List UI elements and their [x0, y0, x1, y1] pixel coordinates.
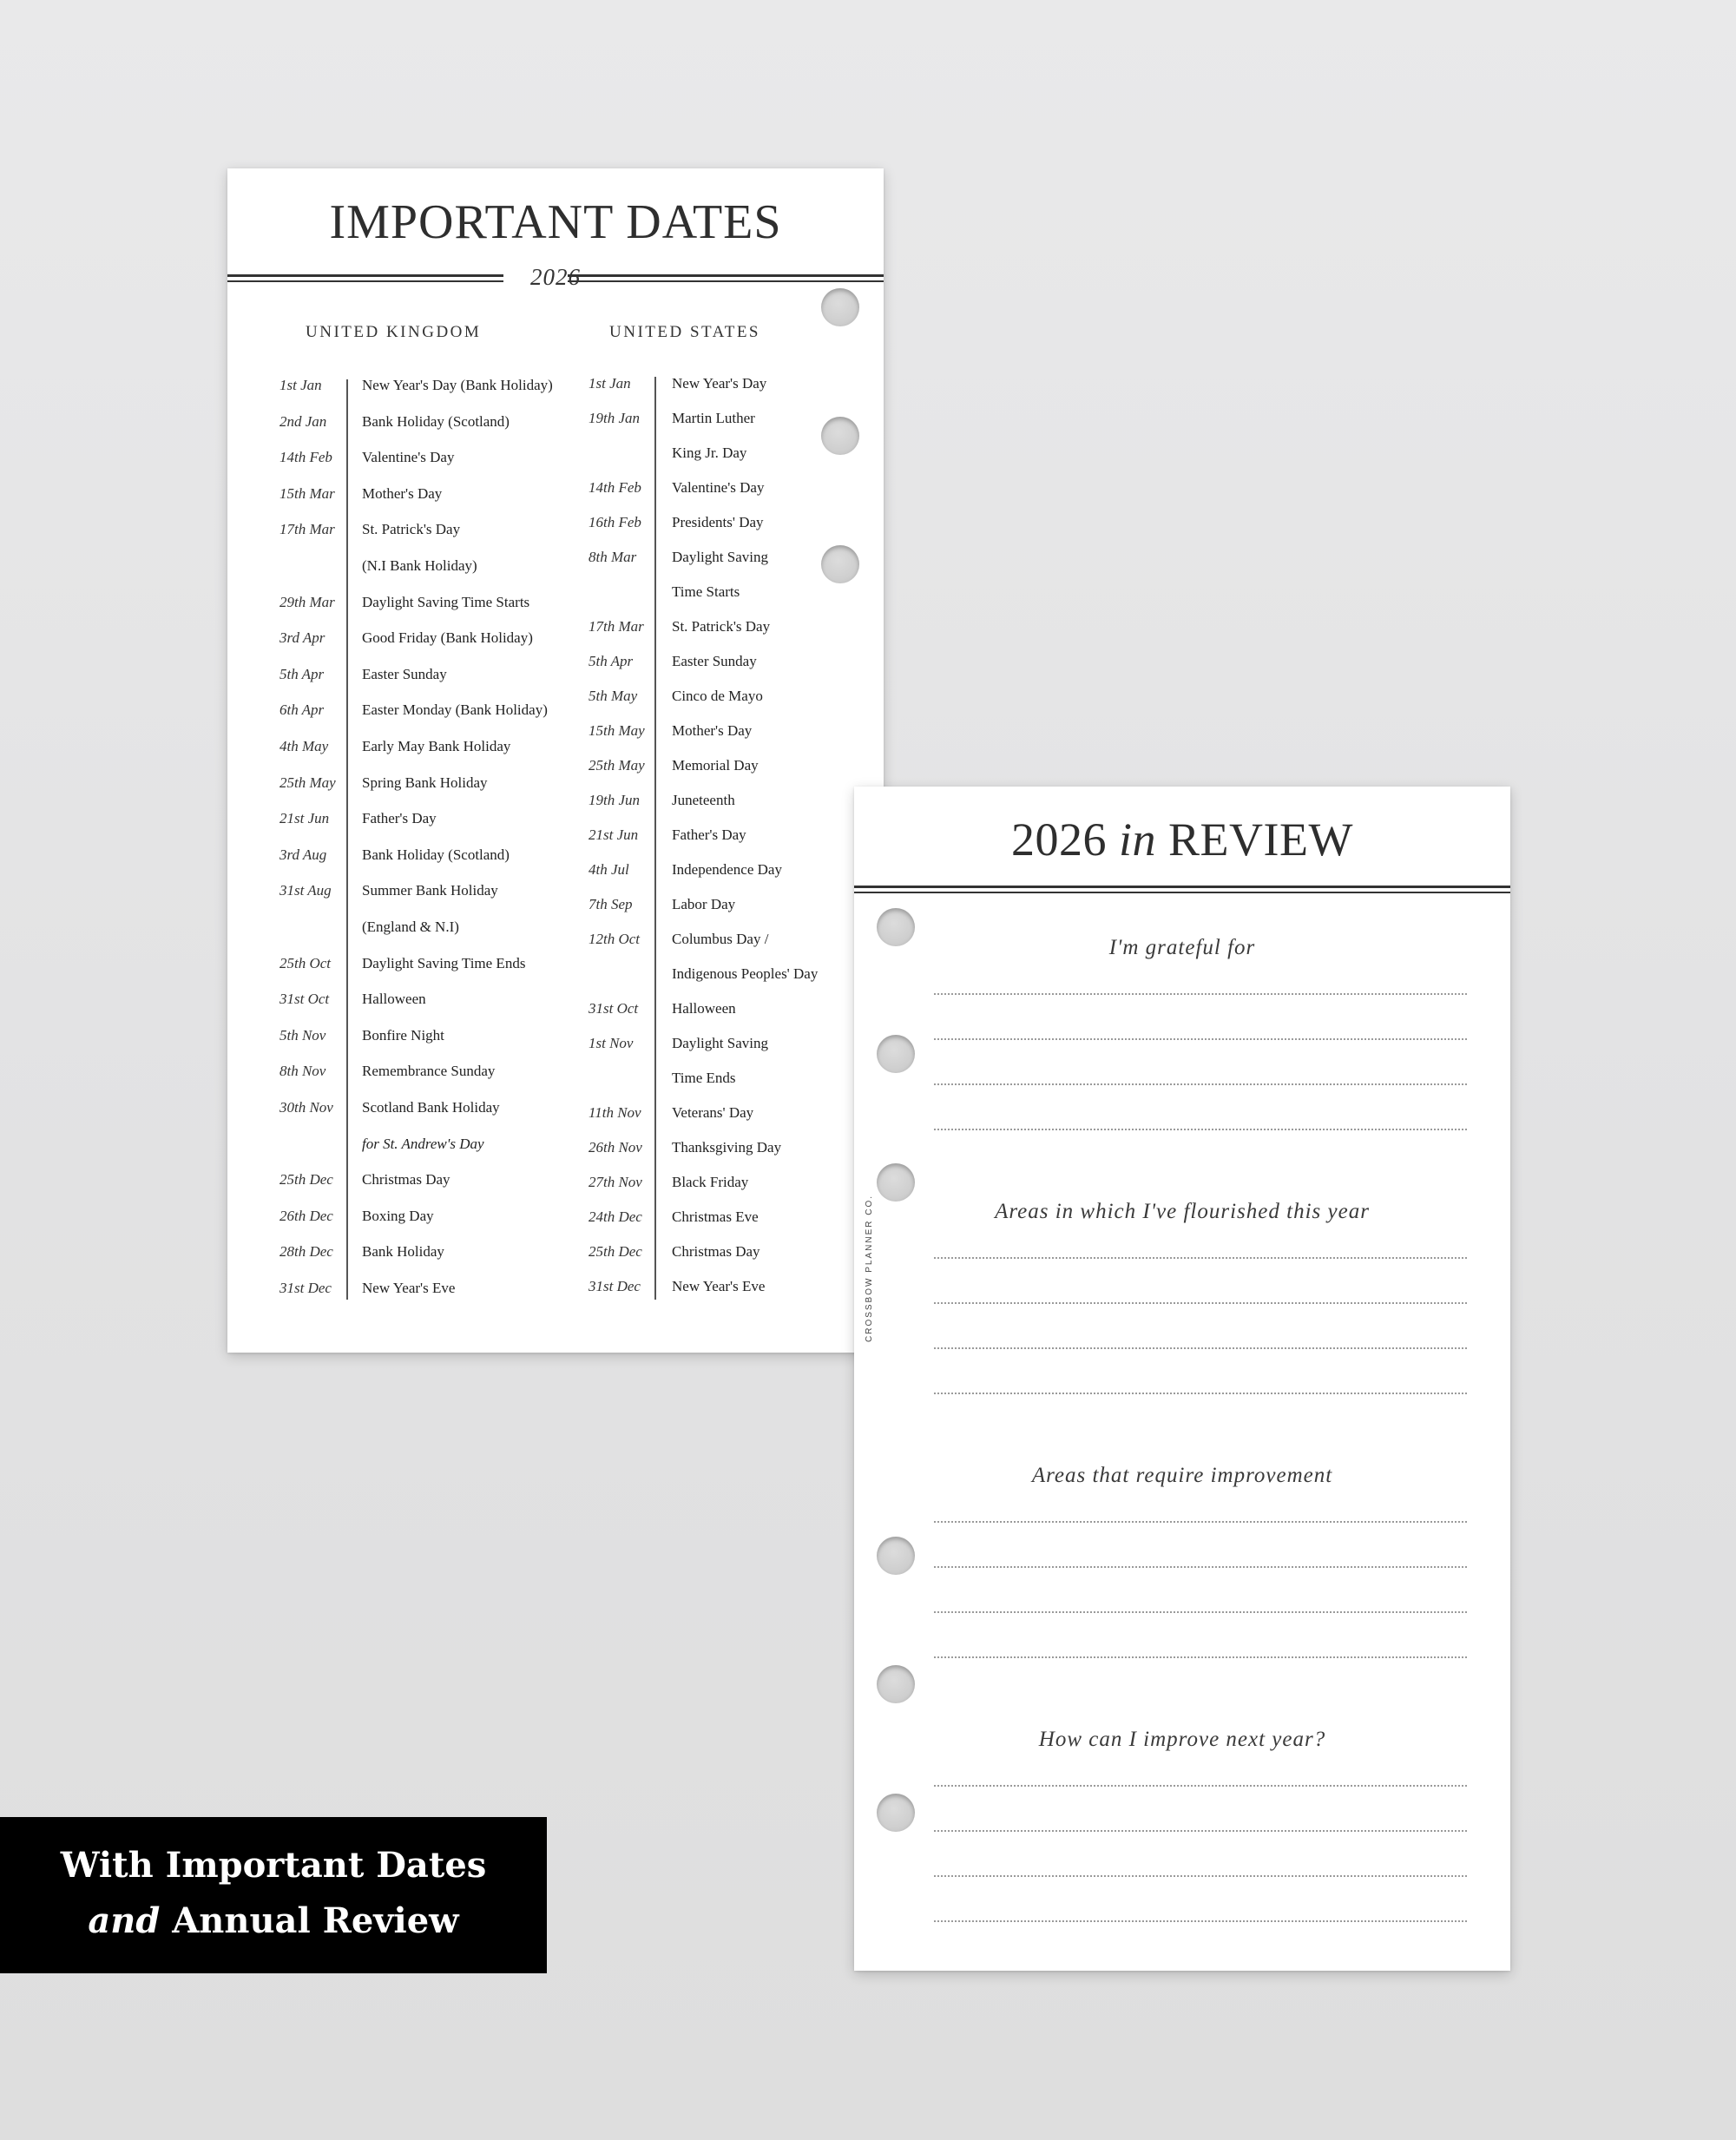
writing-line[interactable]	[934, 1875, 1467, 1877]
event-label: Bonfire Night	[362, 1026, 444, 1044]
event-label: Halloween	[362, 991, 426, 1008]
event-label: Easter Sunday	[672, 653, 757, 669]
date-label: 21st Jun	[589, 826, 639, 843]
event-label: Martin Luther	[672, 410, 755, 426]
writing-line[interactable]	[934, 1830, 1467, 1832]
event-label: Black Friday	[672, 1174, 749, 1190]
event-label: New Year's Eve	[672, 1278, 766, 1294]
caption-banner	[0, 1817, 547, 1973]
date-label: 30th Nov	[279, 1099, 333, 1116]
date-label: 27th Nov	[589, 1174, 642, 1190]
event-label: Columbus Day /	[672, 931, 769, 947]
review-divider	[854, 886, 1510, 893]
date-label: 26th Nov	[589, 1139, 642, 1156]
us-date-row	[227, 1000, 884, 1026]
event-label: Labor Day	[672, 896, 736, 912]
annual-review-page	[854, 787, 1510, 1971]
event-label: Thanksgiving Day	[672, 1139, 782, 1156]
punch-hole	[877, 908, 915, 946]
review-title	[854, 813, 1510, 866]
us-date-row	[227, 549, 884, 575]
event-label: St. Patrick's Day	[362, 521, 461, 538]
writing-line[interactable]	[934, 1129, 1467, 1130]
event-label: Good Friday (Bank Holiday)	[362, 629, 533, 647]
date-label: 31st Oct	[589, 1000, 639, 1017]
punch-hole	[877, 1794, 915, 1832]
writing-line[interactable]	[934, 1302, 1467, 1304]
event-label: Christmas Day	[362, 1171, 450, 1189]
event-label: Early May Bank Holiday	[362, 738, 511, 754]
punch-hole	[877, 1035, 915, 1073]
us-date-row	[227, 1174, 884, 1200]
writing-line[interactable]	[934, 1785, 1467, 1787]
event-label: Easter Sunday	[362, 665, 447, 682]
date-label: 3rd Apr	[279, 629, 326, 647]
us-date-row	[227, 826, 884, 853]
event-label: Scotland Bank Holiday	[362, 1099, 500, 1116]
punch-hole	[877, 1537, 915, 1575]
review-prompt: Areas that require improvement	[1031, 1464, 1333, 1487]
date-label: 15th May	[589, 722, 645, 739]
date-label: 8th Mar	[589, 549, 637, 565]
caption-line-2-rest: Annual Review	[160, 1900, 459, 1941]
review-title-word: REVIEW	[1168, 813, 1353, 866]
us-date-row	[227, 1070, 884, 1096]
date-label: 25th May	[279, 774, 336, 791]
event-label: New Year's Eve	[362, 1280, 456, 1296]
punch-hole	[821, 417, 859, 455]
event-label: Easter Monday (Bank Holiday)	[362, 701, 548, 719]
review-prompt: Areas in which I've flourished this year	[995, 1200, 1370, 1223]
event-label: Father's Day	[672, 826, 746, 843]
event-label: Bank Holiday	[362, 1243, 444, 1261]
date-label: 29th Mar	[279, 593, 335, 610]
review-prompt: I'm grateful for	[1108, 936, 1256, 959]
writing-line[interactable]	[934, 1038, 1467, 1040]
us-date-row	[227, 722, 884, 748]
event-label: New Year's Day (Bank Holiday)	[362, 377, 553, 393]
date-label: 2nd Jan	[279, 412, 327, 430]
us-date-row	[227, 410, 884, 436]
review-title-year: 2026	[1011, 813, 1108, 866]
event-label: (England & N.I)	[362, 919, 459, 935]
date-label: 15th Mar	[279, 484, 335, 502]
date-label: 19th Jun	[589, 792, 641, 808]
date-label: 5th Nov	[279, 1026, 326, 1044]
date-label: 31st Aug	[279, 882, 332, 899]
us-date-row	[227, 896, 884, 922]
us-date-row	[227, 618, 884, 644]
date-label: 5th Apr	[279, 665, 325, 682]
date-label: 19th Jan	[589, 410, 641, 426]
writing-line[interactable]	[934, 1920, 1467, 1922]
writing-line[interactable]	[934, 1611, 1467, 1613]
writing-line[interactable]	[934, 1521, 1467, 1523]
date-label: 21st Jun	[279, 810, 330, 827]
date-label: 17th Mar	[589, 618, 644, 635]
us-date-row	[227, 583, 884, 609]
event-label: Mother's Day	[672, 722, 753, 739]
date-label: 7th Sep	[589, 896, 633, 912]
divider-right	[568, 274, 884, 282]
date-label: 26th Dec	[279, 1207, 333, 1224]
event-label: Boxing Day	[362, 1207, 434, 1224]
us-date-row	[227, 1104, 884, 1130]
event-label: Time Ends	[672, 1070, 736, 1086]
writing-line[interactable]	[934, 993, 1467, 995]
writing-line[interactable]	[934, 1083, 1467, 1085]
date-label: 11th Nov	[589, 1104, 641, 1121]
event-label: Time Starts	[672, 583, 740, 600]
date-label: 31st Oct	[279, 991, 330, 1008]
date-label: 1st Jan	[589, 375, 631, 392]
punch-hole	[877, 1665, 915, 1703]
us-date-row	[227, 375, 884, 401]
date-label: 24th Dec	[589, 1208, 642, 1225]
year-label: 2026	[530, 264, 581, 290]
writing-line[interactable]	[934, 1566, 1467, 1568]
event-label: Daylight Saving Time Ends	[362, 954, 526, 971]
event-label: King Jr. Day	[672, 444, 747, 461]
date-label: 25th Dec	[279, 1171, 333, 1189]
event-label: Veterans' Day	[672, 1104, 754, 1121]
date-label: 1st Jan	[279, 377, 322, 393]
date-label: 31st Dec	[279, 1280, 332, 1296]
date-label: 25th Oct	[279, 954, 332, 971]
event-label: Remembrance Sunday	[362, 1063, 496, 1080]
date-label: 17th Mar	[279, 521, 335, 538]
date-label: 3rd Aug	[279, 846, 327, 863]
us-date-row	[227, 861, 884, 887]
event-label: Daylight Saving	[672, 1035, 768, 1051]
date-label: 31st Dec	[589, 1278, 641, 1294]
date-label: 25th May	[589, 757, 645, 774]
event-label: Christmas Day	[672, 1243, 760, 1260]
event-label: Summer Bank Holiday	[362, 882, 498, 899]
event-label: Halloween	[672, 1000, 736, 1017]
caption-line-1: With Important Dates	[60, 1845, 487, 1886]
us-date-row	[227, 792, 884, 818]
us-heading: UNITED STATES	[609, 323, 760, 341]
event-label: Presidents' Day	[672, 514, 764, 530]
event-label: Daylight Saving	[672, 549, 768, 565]
event-label: Daylight Saving Time Starts	[362, 593, 530, 610]
punch-hole	[877, 1163, 915, 1202]
date-label: 16th Feb	[589, 514, 641, 530]
event-label: for St. Andrew's Day	[362, 1135, 484, 1152]
important-dates-page	[227, 168, 884, 1353]
event-label: Valentine's Day	[362, 449, 455, 466]
event-label: Bank Holiday (Scotland)	[362, 846, 510, 863]
us-date-row	[227, 444, 884, 471]
event-label: Bank Holiday (Scotland)	[362, 412, 510, 430]
event-label: Mother's Day	[362, 484, 443, 502]
us-date-row	[227, 653, 884, 679]
event-label: Christmas Eve	[672, 1208, 759, 1225]
writing-line[interactable]	[934, 1656, 1467, 1658]
us-date-row	[227, 1278, 884, 1304]
us-date-row	[227, 757, 884, 783]
date-label: 5th Apr	[589, 653, 634, 669]
caption-italic-word: and	[88, 1900, 161, 1941]
us-date-row	[227, 1208, 884, 1235]
writing-line[interactable]	[934, 1347, 1467, 1349]
event-label: Memorial Day	[672, 757, 759, 774]
event-label: (N.I Bank Holiday)	[362, 557, 477, 574]
date-label: 14th Feb	[279, 449, 332, 466]
us-date-row	[227, 1243, 884, 1269]
event-label: St. Patrick's Day	[672, 618, 771, 635]
event-label: Cinco de Mayo	[672, 688, 763, 704]
date-label: 4th May	[279, 738, 329, 754]
punch-hole	[821, 288, 859, 326]
date-label: 25th Dec	[589, 1243, 642, 1260]
us-date-row	[227, 479, 884, 505]
date-label: 6th Apr	[279, 701, 325, 719]
us-date-row	[227, 965, 884, 991]
punch-hole	[821, 545, 859, 583]
year-divider	[227, 264, 884, 293]
date-label: 12th Oct	[589, 931, 641, 947]
date-label: 4th Jul	[589, 861, 629, 878]
event-label: Independence Day	[672, 861, 782, 878]
writing-line[interactable]	[934, 1257, 1467, 1259]
us-date-row	[227, 931, 884, 957]
event-label: Indigenous Peoples' Day	[672, 965, 819, 982]
uk-heading: UNITED KINGDOM	[306, 323, 482, 341]
caption-line-2	[0, 1900, 547, 1941]
review-title-in: in	[1119, 813, 1157, 866]
brand-label: CROSSBOW PLANNER CO.	[865, 1194, 874, 1342]
event-label: Spring Bank Holiday	[362, 774, 488, 791]
us-date-row	[227, 514, 884, 540]
review-prompt: How can I improve next year?	[1038, 1728, 1326, 1751]
date-label: 1st Nov	[589, 1035, 634, 1051]
event-label: Father's Day	[362, 810, 437, 827]
us-date-row	[227, 1035, 884, 1061]
date-label: 14th Feb	[589, 479, 641, 496]
date-label: 28th Dec	[279, 1243, 333, 1261]
date-label: 5th May	[589, 688, 638, 704]
event-label: New Year's Day	[672, 375, 767, 392]
important-dates-title: IMPORTANT DATES	[329, 195, 782, 249]
us-date-row	[227, 1139, 884, 1165]
writing-line[interactable]	[934, 1393, 1467, 1394]
date-label: 8th Nov	[279, 1063, 326, 1080]
event-label: Valentine's Day	[672, 479, 765, 496]
us-date-row	[227, 688, 884, 714]
event-label: Juneteenth	[672, 792, 735, 808]
